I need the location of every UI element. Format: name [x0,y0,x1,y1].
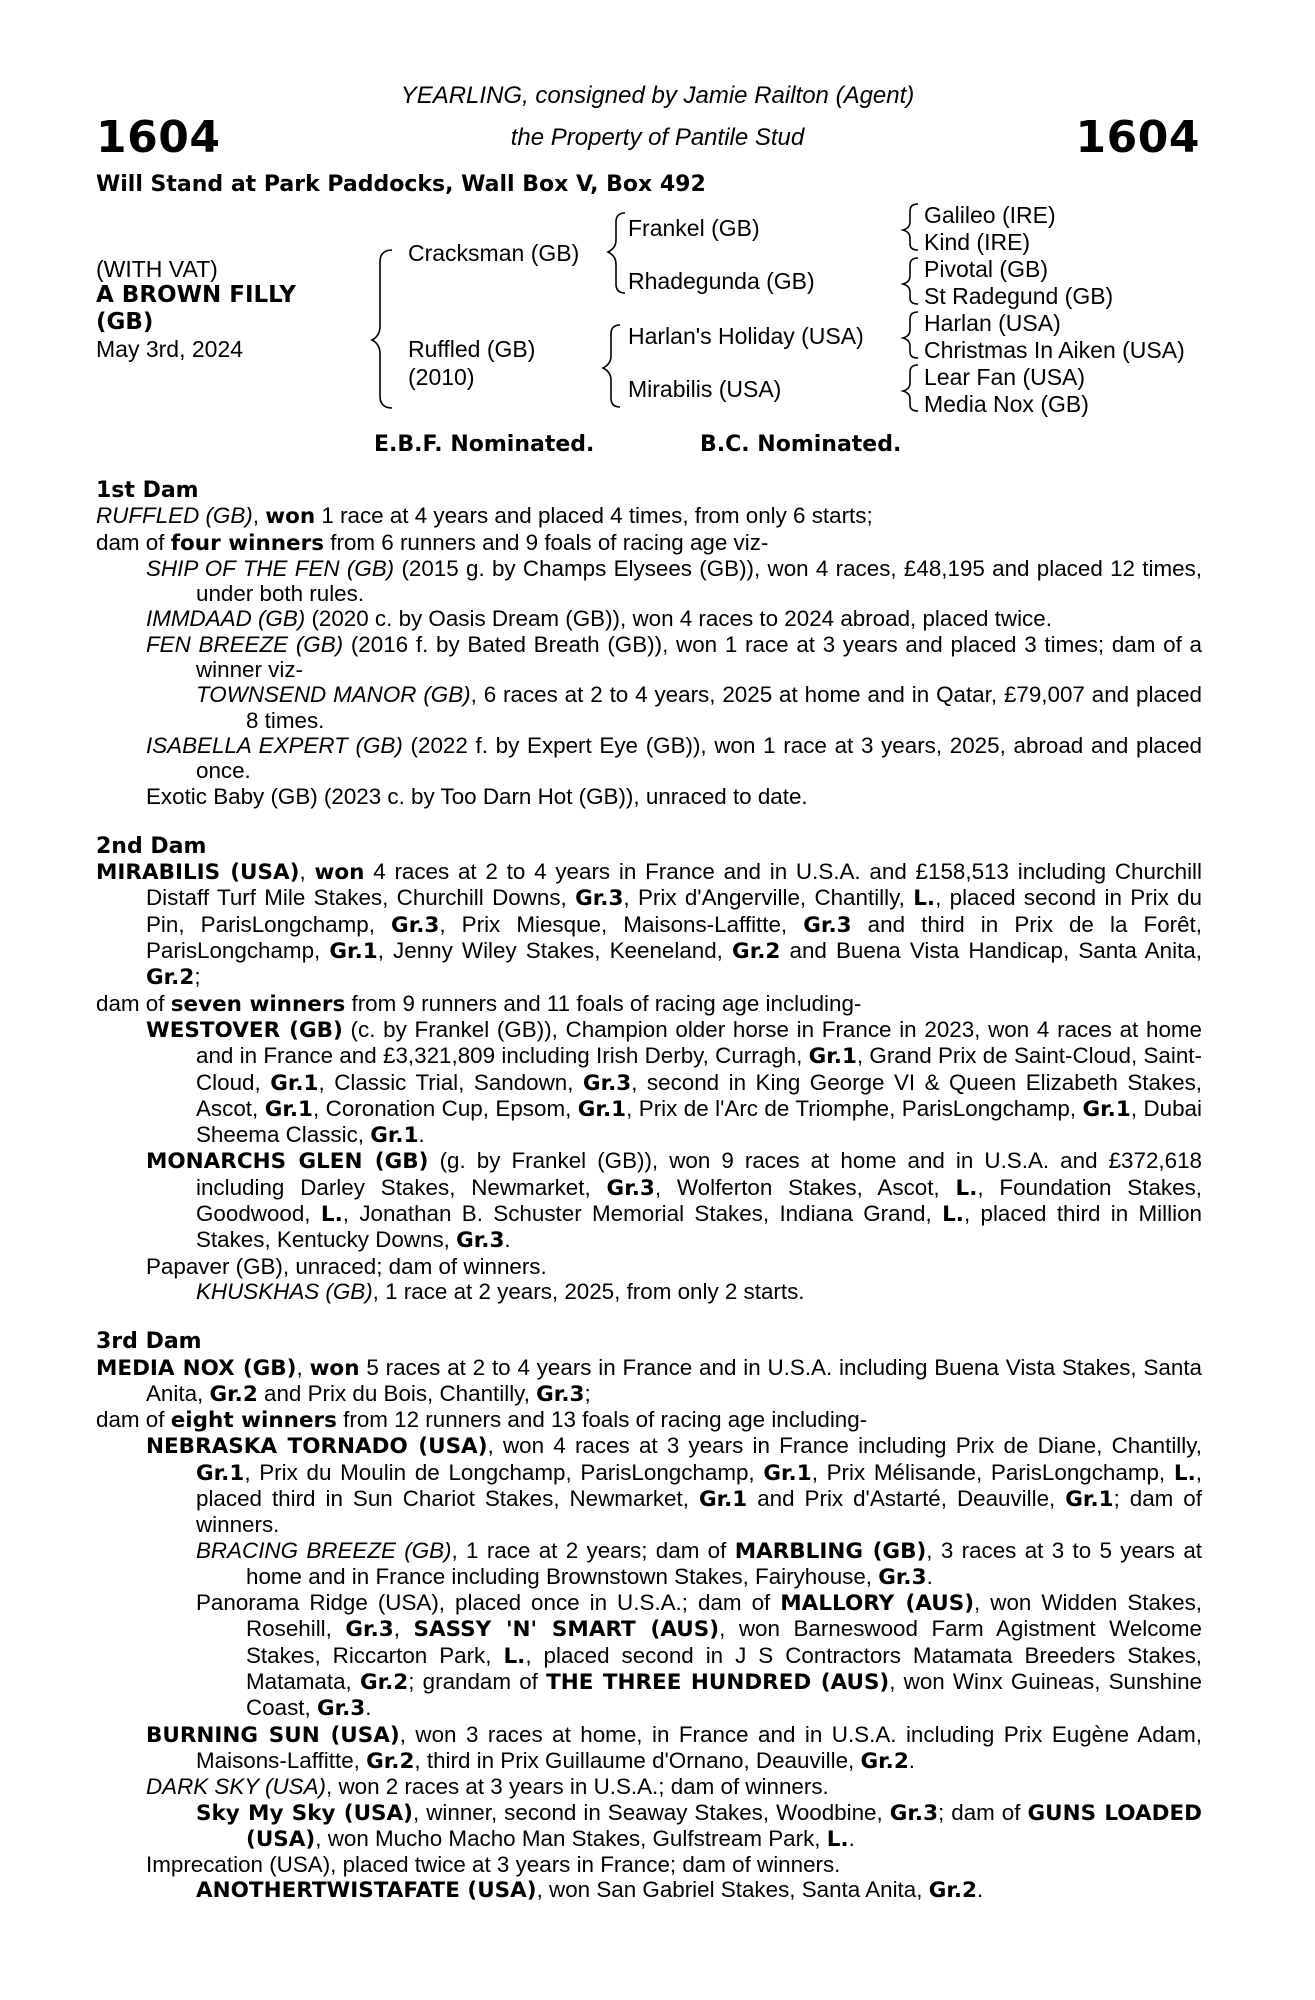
text-run: Exotic Baby (GB) (2023 c. by Too Darn Hot (GB)), unraced to date. [146,783,808,809]
lot-number-right: 1604 [1075,112,1200,163]
text-run: , [252,503,266,529]
bold-text: L. [503,1643,526,1669]
italic-text: RUFFLED (GB) [96,503,253,529]
stand-location: Will Stand at Park Paddocks, Wall Box V, Box 492 [96,172,706,197]
text-run: , Prix du Moulin de Longchamp, ParisLongchamp, [244,1459,764,1485]
brace-main [372,250,392,408]
text-run: , 1 race at 2 years, 2025, from only 2 starts. [372,1278,805,1304]
text-run: , 1 race at 2 years; dam of [451,1537,735,1563]
text-run: , [296,1354,310,1380]
text-run: , 6 races at 2 to 4 years, 2025 at home and in Qatar, £79,007 and placed 8 times. [246,682,1202,733]
second-dam-record [96,859,1202,990]
horse-origin: (GB) [96,309,154,335]
text-run: and third in Prix de la Forêt, ParisLongchamp, [146,911,1202,964]
text-run: , [393,1616,414,1642]
text-run: , winner, second in Seaway Stakes, Woodbine, [413,1799,890,1825]
bold-text: Gr.3 [606,1175,655,1201]
bold-text: L. [942,1202,964,1228]
bold-text: Gr.2 [860,1748,909,1774]
bold-text: Gr.1 [1082,1096,1131,1122]
dam-year: (2010) [408,364,475,390]
text-run: , Jenny Wiley Stakes, Keeneland, [377,938,733,964]
bold-text: Gr.1 [370,1123,419,1149]
first-dam-produce-summary [96,530,1202,556]
text-run: , Wolferton Stakes, Ascot, [654,1174,956,1200]
text-run: Panorama Ridge (USA), placed once in U.S.A.; dam of [196,1590,781,1616]
text-run: , won 3 races at home, in France and in U.S.A. including Prix Eugène Adam, Maisons-Laffitte, [196,1721,1202,1773]
bold-text: MONARCHS GLEN (GB) [146,1149,429,1175]
text-run: , Jonathan B. Schuster Memorial Stakes, Indiana Grand, [342,1201,943,1227]
sire: Cracksman (GB) [408,240,580,266]
bold-text: L. [320,1202,343,1228]
text-run: and Buena Vista Handicap, Santa Anita, [780,938,1202,964]
text-run: ; [584,1380,591,1406]
bold-text: seven winners [170,991,346,1017]
third-dam-record [96,1355,1202,1408]
italic-text: DARK SKY (USA) [146,1774,326,1800]
produce-entry [96,606,1202,631]
bold-text: Gr.1 [577,1096,627,1122]
italic-text: TOWNSEND MANOR (GB) [196,682,471,708]
text-run: . [418,1122,425,1148]
text-run: , Prix d'Angerville, Chantilly, [623,885,914,911]
produce-entry [96,1148,1202,1253]
text-run: and Prix du Bois, Chantilly, [257,1380,537,1406]
horse-description: A BROWN FILLY [96,282,296,308]
lot-number-left: 1604 [96,112,221,163]
bold-text: Gr.3 [803,912,852,938]
italic-text: ISABELLA EXPERT (GB) [146,732,403,758]
ss-dam: Kind (IRE) [924,229,1031,255]
grand-produce-entry [96,1279,1202,1304]
text-run: , Prix Mélisande, ParisLongchamp, [811,1459,1174,1485]
ss-sire: Galileo (IRE) [924,202,1056,228]
bold-text: Gr.3 [536,1381,585,1407]
bold-text: Gr.1 [196,1460,245,1486]
text-run: , won San Gabriel Stakes, Santa Anita, [536,1877,929,1903]
bold-text: L. [913,886,936,912]
bold-text: Gr.2 [146,965,195,991]
brace-ds [903,312,918,358]
text-run: , 3 races at 3 to 5 years at home and in France including Brownstown Stakes, Fairyhouse, [246,1537,1203,1589]
bold-text: Gr.3 [316,1696,366,1722]
grand-produce-entry [96,1877,1202,1903]
produce-entry [96,556,1202,607]
text-run: , Dubai Sheema Classic, [196,1095,1202,1148]
text-run: , Grand Prix de Saint-Cloud, Saint-Cloud, [196,1043,1202,1095]
text-run: , placed second in Prix du Pin, ParisLongchamp, [146,885,1203,937]
text-run: . [908,1747,916,1773]
bold-text: GUNS LOADED (USA) [246,1800,1202,1852]
produce-entry [96,784,1202,809]
text-run: dam of [96,529,171,555]
text-run: (g. by Frankel (GB)), won 9 races at home and in U.S.A. and £372,618 including Darley Stakes, Newmarket, [196,1148,1202,1200]
brace-dam [603,325,620,407]
text-run: , third in Prix Guillaume d'Ornano, Deauville, [414,1747,861,1773]
bold-text: SASSY 'N' SMART (AUS) [413,1617,720,1643]
text-run: , won Barneswood Farm Agistment Welcome Stakes, Riccarton Park, [246,1616,1202,1668]
bold-text: Gr.3 [345,1617,394,1643]
bold-text: MARBLING (GB) [734,1538,927,1564]
bold-text: won [265,504,316,530]
bold-text: Gr.2 [732,939,781,965]
vat-note: (WITH VAT) [96,256,218,282]
bold-text: Gr.1 [329,939,378,965]
bold-text: L. [826,1826,849,1852]
brace-ss [903,204,918,250]
text-run: , second in King George VI & Queen Elizabeth Stakes, Ascot, [196,1069,1202,1121]
bold-text: won [314,860,365,886]
sire-sire: Frankel (GB) [628,215,760,241]
text-run: , Classic Trial, Sandown, [318,1069,583,1095]
grand-produce-entry [96,1538,1202,1591]
dd-dam: Media Nox (GB) [924,391,1089,417]
bold-text: Gr.1 [264,1096,313,1122]
bold-text: ANOTHERTWISTAFATE (USA) [196,1878,537,1904]
text-run: , [299,859,315,885]
ds-dam: Christmas In Aiken (USA) [924,337,1185,363]
text-run: , placed third in Sun Chariot Stakes, Newmarket, [196,1459,1202,1511]
text-run: (2022 f. by Expert Eye (GB)), won 1 race at 3 years, 2025, abroad and placed once. [196,732,1202,784]
text-run: , won 4 races at 3 years in France including Prix de Diane, Chantilly, [487,1433,1202,1459]
second-dam-heading: 2nd Dam [96,833,207,859]
text-run: , won Winx Guineas, Sunshine Coast, [246,1669,1202,1721]
text-run: ; dam of winners. [196,1485,1202,1538]
bold-text: Gr.2 [359,1670,409,1696]
produce-entry [96,1722,1202,1775]
text-run: ; dam of [938,1799,1028,1825]
bold-text: MEDIA NOX (GB) [96,1355,297,1381]
ds-sire: Harlan (USA) [924,310,1061,336]
text-run: , won 2 races at 3 years in U.S.A.; dam of winners. [326,1774,829,1800]
dam-sire: Harlan's Holiday (USA) [628,323,864,349]
bold-text: Gr.2 [209,1381,258,1407]
bold-text: Gr.2 [928,1878,977,1904]
sd-sire: Pivotal (GB) [924,256,1048,282]
text-run: Papaver (GB), unraced; dam of winners. [146,1253,547,1279]
bold-text: Gr.1 [270,1070,319,1096]
bold-text: BURNING SUN (USA) [146,1722,400,1748]
bold-text: Gr.1 [808,1044,857,1070]
italic-text: BRACING BREEZE (GB) [196,1537,452,1563]
produce-entry [96,1254,1202,1279]
bold-text: Gr.1 [698,1486,748,1512]
text-run: and Prix d'Astarté, Deauville, [747,1485,1066,1511]
text-run: , placed second in J S Contractors Matamata Breeders Stakes, Matamata, [246,1642,1202,1695]
bold-text: Gr.3 [575,886,624,912]
bold-text: four winners [170,530,325,556]
text-run: . [365,1695,372,1721]
text-run: (2016 f. by Bated Breath (GB)), won 1 race at 3 years and placed 3 times; dam of a winner viz- [196,631,1202,683]
bold-text: Gr.3 [889,1800,939,1826]
text-run: , Prix Miesque, Maisons-Laffitte, [439,911,804,937]
text-run: , Foundation Stakes, Goodwood, [196,1174,1202,1227]
bold-text: Gr.3 [391,912,440,938]
bold-text: Sky My Sky (USA) [196,1800,414,1826]
bold-text: Gr.1 [763,1460,812,1486]
text-run: from 12 runners and 13 foals of racing age including- [336,1407,868,1433]
bold-text: Gr.2 [366,1748,415,1774]
text-run: (2020 c. by Oasis Dream (GB)), won 4 races to 2024 abroad, placed twice. [305,606,1052,632]
grand-produce-entry [96,682,1202,733]
bold-text: MALLORY (AUS) [780,1591,975,1617]
text-run: ; grandam of [408,1669,547,1695]
produce-entry [96,1852,1202,1877]
consignor-line: YEARLING, consigned by Jamie Railton (Agent) [400,82,915,109]
text-run: , Prix de l'Arc de Triomphe, ParisLongchamp, [626,1095,1083,1121]
first-dam-record [96,503,1202,529]
text-run: ; [194,964,201,990]
third-dam-produce-summary [96,1407,1202,1433]
text-run: (c. by Frankel (GB)), Champion older horse in France in 2023, won 4 races at home and in France and £3,321,809 including Irish Derby, Curragh, [196,1016,1203,1069]
brace-dd [903,365,918,411]
bold-text: won [309,1355,360,1381]
bold-text: WESTOVER (GB) [146,1017,343,1043]
bold-text: MIRABILIS (USA) [96,860,300,886]
italic-text: IMMDAAD (GB) [146,606,306,632]
second-dam-produce-summary [96,991,1202,1017]
grand-produce-entry [96,1800,1202,1853]
text-run: . [848,1825,855,1851]
produce-entry [96,1433,1202,1537]
bold-text: Gr.1 [1065,1486,1114,1512]
italic-text: SHIP OF THE FEN (GB) [146,555,395,581]
sd-dam: St Radegund (GB) [924,283,1114,309]
produce-entry [96,733,1202,784]
text-run: . [926,1563,933,1589]
produce-entry [96,632,1202,683]
text-run: , won Mucho Macho Man Stakes, Gulfstream Park, [315,1825,827,1851]
grand-produce-entry [96,1590,1202,1721]
sire-dam: Rhadegunda (GB) [628,268,815,294]
bold-text: Gr.3 [456,1228,505,1254]
ebf-nomination: E.B.F. Nominated. [374,432,595,457]
dd-sire: Lear Fan (USA) [924,364,1086,390]
brace-sd [903,258,918,304]
dam-dam: Mirabilis (USA) [628,376,782,402]
text-run: from 6 runners and 9 foals of racing age viz- [324,529,769,555]
produce-entry [96,1017,1202,1148]
bold-text: L. [955,1175,978,1201]
bold-text: L. [1173,1460,1196,1486]
text-run: dam of [96,1407,171,1433]
text-run: dam of [96,990,171,1016]
text-run: , placed third in Million Stakes, Kentucky Downs, [196,1201,1202,1253]
text-run: 1 race at 4 years and placed 4 times, from only 6 starts; [315,503,873,529]
brace-sire [608,213,625,293]
bc-nomination: B.C. Nominated. [700,432,902,457]
text-run: from 9 runners and 11 foals of racing age including- [345,990,862,1016]
bold-text: eight winners [170,1408,337,1434]
foaling-date: May 3rd, 2024 [96,336,244,362]
italic-text: KHUSKHAS (GB) [196,1278,373,1304]
text-run: . [504,1227,511,1253]
dam: Ruffled (GB) [408,336,536,362]
bold-text: Gr.3 [582,1070,632,1096]
produce-entry [96,1774,1202,1799]
text-run: . [977,1877,984,1903]
text-run: , Coronation Cup, Epsom, [313,1095,578,1121]
bold-text: THE THREE HUNDRED (AUS) [546,1670,890,1696]
italic-text: FEN BREEZE (GB) [146,631,344,657]
property-line: the Property of Pantile Stud [510,124,805,151]
bold-text: NEBRASKA TORNADO (USA) [146,1434,488,1460]
catalogue-body [96,478,1202,1904]
text-run: 5 races at 2 to 4 years in France and in U.S.A. including Buena Vista Stakes, Santa Anita, [146,1354,1202,1406]
third-dam-heading: 3rd Dam [96,1329,202,1355]
text-run: 4 races at 2 to 4 years in France and in U.S.A. and £158,513 including Churchill Distaff Turf Mile Stakes, Churchill Downs, [146,859,1202,911]
text-run: , won Widden Stakes, Rosehill, [246,1590,1202,1642]
bold-text: Gr.3 [878,1564,927,1590]
text-run: Imprecation (USA), placed twice at 3 years in France; dam of winners. [146,1852,841,1878]
first-dam-heading: 1st Dam [96,478,199,503]
text-run: (2015 g. by Champs Elysees (GB)), won 4 races, £48,195 and placed 12 times, under both rules. [196,555,1203,607]
